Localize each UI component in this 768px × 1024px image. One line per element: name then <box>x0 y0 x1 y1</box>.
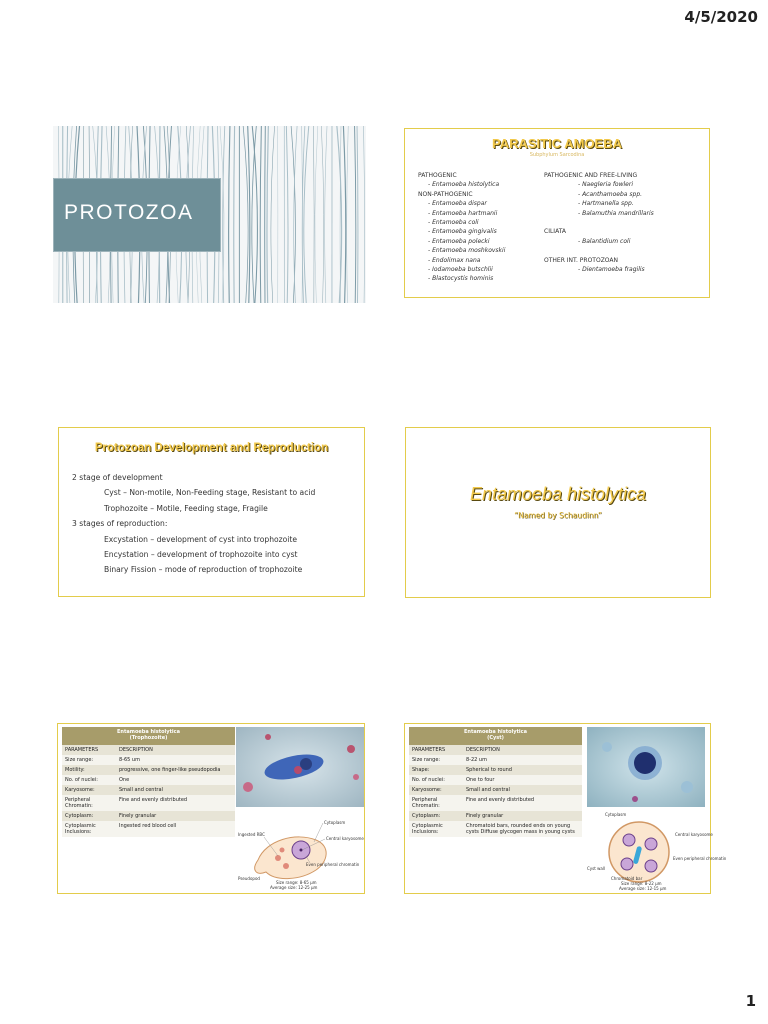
table-row <box>62 755 235 765</box>
table-row <box>409 785 582 795</box>
table-subtitle: (Cyst) <box>487 735 504 741</box>
decorative-line <box>337 126 342 303</box>
species-list-item: - Balamuthia mandrillaris <box>578 209 654 217</box>
description-cell: Ingested red blood cell <box>116 821 235 837</box>
body-line: 2 stage of development <box>72 473 163 482</box>
species-list-item: - Dientamoeba fragilis <box>578 266 645 274</box>
diagram-label: Central karyosome <box>326 836 364 841</box>
table-row <box>409 775 582 785</box>
table-header <box>62 727 235 745</box>
species-list-item: CILIATA <box>544 228 567 236</box>
species-list-item: - Iodamoeba butschlii <box>428 266 493 274</box>
slide-title: Entamoeba histolytica <box>469 484 647 504</box>
parameter-cell: Peripheral Chromatin: <box>409 795 463 811</box>
decorative-line <box>315 126 318 303</box>
species-list-item: PATHOGENIC AND FREE-LIVING <box>544 172 638 179</box>
decorative-line <box>291 126 295 303</box>
species-list-item: - Balantidium coli <box>578 237 631 245</box>
description-cell: Spherical to round <box>463 765 582 775</box>
table-title: Entamoeba histolytica <box>117 729 180 735</box>
species-list-item: - Naegleria fowleri <box>578 181 633 189</box>
body-line: Excystation – development of cyst into trophozoite <box>104 534 298 544</box>
decorative-line <box>267 126 268 303</box>
slide-subtitle: Subphylum Sarcodina <box>529 152 585 158</box>
decorative-line <box>343 126 345 303</box>
right-column <box>544 171 654 274</box>
table-row <box>409 795 582 811</box>
diagram-label: Cytoplasm <box>605 812 627 817</box>
decorative-line <box>229 126 230 303</box>
description-cell: DESCRIPTION <box>116 745 235 755</box>
diagram-label: Cyst wall <box>587 866 606 871</box>
decorative-line <box>325 126 327 303</box>
slide-body <box>72 470 315 578</box>
table-subtitle: (Trophozoite) <box>129 735 168 741</box>
cyst-micrograph <box>587 727 705 807</box>
parameter-cell: No. of nuclei: <box>62 775 116 785</box>
table-row <box>62 785 235 795</box>
parameter-cell: PARAMETERS <box>62 745 116 755</box>
species-list-item: - Entamoeba dispar <box>428 200 487 208</box>
parameter-cell: Shape: <box>409 765 463 775</box>
species-list-item: - Acanthamoeba spp. <box>578 190 643 198</box>
diagram-label: Even peripheral chromatin <box>306 862 360 867</box>
species-list-item: PATHOGENIC <box>418 172 457 179</box>
body-line: Binary Fission – mode of reproduction of trophozoite <box>104 565 303 575</box>
species-list-item <box>544 246 654 255</box>
table-row <box>62 745 235 755</box>
description-cell: 8-65 um <box>116 755 235 765</box>
parameter-cell: Size range: <box>62 755 116 765</box>
trophozoite-micrograph <box>236 727 364 807</box>
description-cell: One <box>116 775 235 785</box>
parameter-cell: Cytoplasm: <box>409 811 463 821</box>
species-list-item: - Blastocystis hominis <box>428 275 494 283</box>
slide-entamoeba-title <box>405 427 711 598</box>
parameter-cell: Size range: <box>409 755 463 765</box>
slide-parasitic-amoeba <box>404 128 710 298</box>
table-row <box>409 811 582 821</box>
decorative-line <box>271 126 275 303</box>
decorative-line <box>347 126 349 303</box>
species-list-item: - Entamoeba gingivalis <box>428 228 497 236</box>
description-cell: One to four <box>463 775 582 785</box>
species-list-item <box>544 218 654 227</box>
species-list-item: - Entamoeba coli <box>428 219 479 227</box>
parameter-cell: Cytoplasmic Inclusions: <box>409 821 463 837</box>
description-cell: DESCRIPTION <box>463 745 582 755</box>
table-row <box>62 765 235 775</box>
slide-title: PROTOZOA <box>64 201 194 224</box>
diagram-label: Even peripheral chromatin <box>673 856 727 861</box>
trophozoite-diagram <box>236 810 364 892</box>
body-line: Trophozoite – Motile, Feeding stage, Fragile <box>104 503 268 513</box>
size-range: Size range: 8-22 μm <box>621 881 662 886</box>
decorative-line <box>252 126 256 303</box>
decorative-line <box>304 126 309 303</box>
description-cell: Finely granular <box>463 811 582 821</box>
body-line: 3 stages of reproduction: <box>72 519 168 529</box>
description-cell: Fine and evenly distributed <box>463 795 582 811</box>
table-row <box>409 745 582 755</box>
decorative-line <box>265 126 266 303</box>
description-cell: Small and central <box>116 785 235 795</box>
page-date: 4/5/2020 <box>684 8 758 26</box>
description-cell: Fine and evenly distributed <box>116 795 235 811</box>
diagram-label: Chromatoid bar <box>611 876 643 881</box>
species-list-item: OTHER INT. PROTOZOAN <box>544 256 619 264</box>
decorative-line <box>355 126 356 303</box>
table-title: Entamoeba histolytica <box>464 729 527 735</box>
size-range: Size range: 8-65 μm <box>276 880 317 885</box>
diagram-label: Pseudopod <box>238 876 260 881</box>
parameters-table <box>409 727 582 837</box>
diagram-label: Ingested RBC <box>238 832 265 837</box>
table-row <box>62 811 235 821</box>
description-cell: 8-22 um <box>463 755 582 765</box>
species-list-item: NON-PATHOGENIC <box>418 190 473 198</box>
parameter-cell: Cytoplasmic Inclusions: <box>62 821 116 837</box>
parameter-cell: PARAMETERS <box>409 745 463 755</box>
table-row <box>62 821 235 837</box>
species-list-item: - Entamoeba moshkovskii <box>428 247 506 255</box>
species-list-item: - Hartmanella spp. <box>578 200 634 208</box>
average-size: Average size: 12-25 μm <box>270 885 318 890</box>
parameter-cell: No. of nuclei: <box>409 775 463 785</box>
left-column <box>418 171 505 284</box>
slide-cyst <box>404 723 727 894</box>
decorative-line <box>357 126 358 303</box>
title-box <box>53 178 221 252</box>
species-list-item: - Entamoeba hartmanii <box>428 209 498 217</box>
table-row <box>409 755 582 765</box>
decorative-line <box>314 126 315 303</box>
decorative-line <box>234 126 235 303</box>
parameters-table <box>62 727 235 837</box>
slide-title: PARASITIC AMOEBA <box>492 136 622 151</box>
species-list-item: - Endolimax nana <box>428 256 481 264</box>
slide-subtitle: “Named by Schaudinn” <box>514 511 602 520</box>
species-list-item: - Entamoeba polecki <box>428 237 490 245</box>
body-line: Cyst – Non-motile, Non-Feeding stage, Resistant to acid <box>104 488 316 498</box>
slide-development-reproduction <box>58 427 365 597</box>
description-cell: Small and central <box>463 785 582 795</box>
diagram-label: Central karyosome <box>675 832 713 837</box>
species-list-item: - Entamoeba histolytica <box>428 181 500 189</box>
cyst-diagram <box>587 810 727 892</box>
slide-trophozoite <box>57 723 365 894</box>
slide-title: Protozoan Development and Reproduction <box>94 442 329 454</box>
slide-title-protozoa <box>53 126 366 303</box>
table-row <box>409 821 582 837</box>
parameter-cell: Karyosome: <box>62 785 116 795</box>
decorative-line <box>243 126 248 303</box>
parameter-cell: Motility: <box>62 765 116 775</box>
table-row <box>409 765 582 775</box>
description-cell: Chromatoid bars, rounded ends on young cysts Diffuse glycogen mass in young cysts <box>463 821 582 837</box>
table-header <box>409 727 582 745</box>
table-row <box>62 795 235 811</box>
average-size: Average size: 12-15 μm <box>619 886 667 891</box>
decorative-line <box>260 126 261 303</box>
decorative-line <box>223 126 225 303</box>
decorative-line <box>286 126 288 303</box>
body-line: Encystation – development of trophozoite into cyst <box>104 550 298 560</box>
description-cell: Finely granular <box>116 811 235 821</box>
parameter-cell: Peripheral Chromatin: <box>62 795 116 811</box>
table-row <box>62 775 235 785</box>
parameter-cell: Karyosome: <box>409 785 463 795</box>
diagram-label: Cytoplasm <box>324 820 346 825</box>
page-number: 1 <box>745 992 756 1010</box>
decorative-line <box>321 126 323 303</box>
description-cell: progressive, one finger-like pseudopodia <box>116 765 235 775</box>
parameter-cell: Cytoplasm: <box>62 811 116 821</box>
decorative-line <box>363 126 364 303</box>
